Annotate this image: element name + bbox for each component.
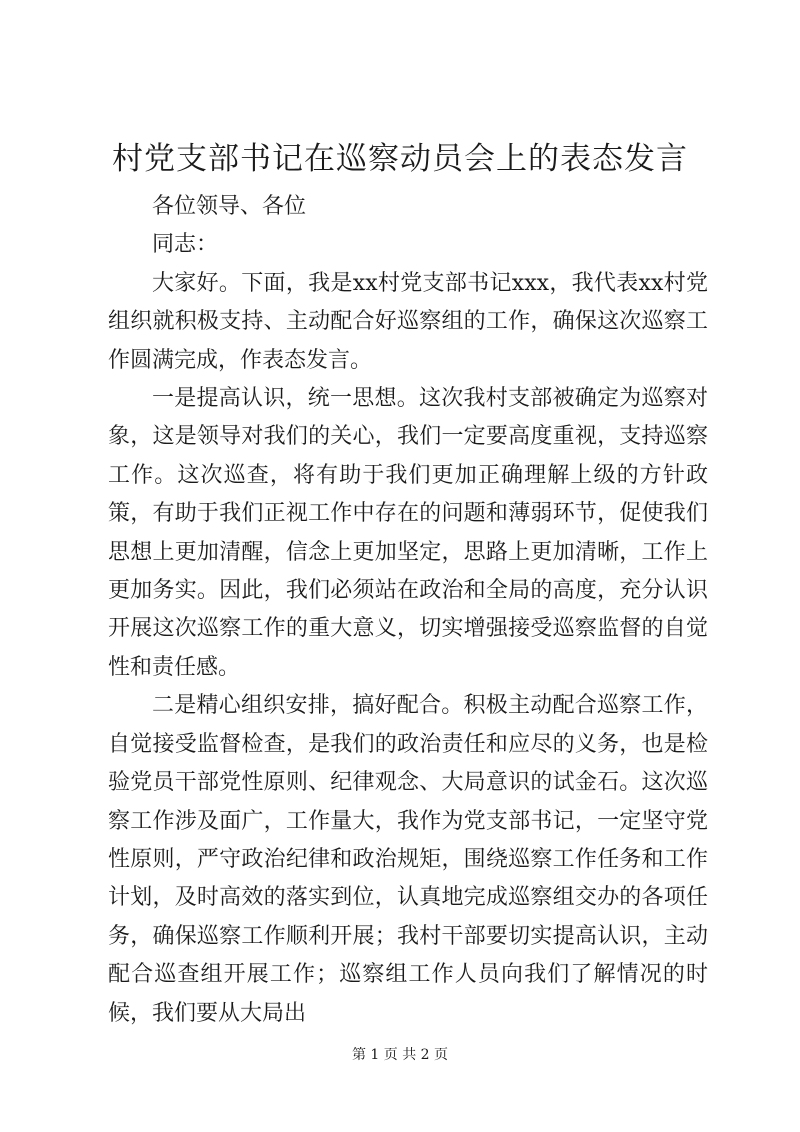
page-number-footer: 第 1 页 共 2 页: [351, 1047, 449, 1063]
document-title: 村党支部书记在巡察动员会上的表态发言: [112, 141, 688, 177]
paragraph-point-one: 一是提高认识，统一思想。这次我村支部被确定为巡察对象，这是领导对我们的关心，我们一定要高度重视，支持巡察工作。这次巡查，将有助于我们更加正确理解上级的方针政策，有助于我们正视工作中存在的问题和薄弱环节，促使我们思想上更加清醒，信念上更加坚定，思路上更加清晰，工作上更加务实。因此，我们必须站在政治和全局的高度，充分认识开展这次巡察工作的重大意义，切实增强接受巡察监督的自觉性和责任感。: [108, 386, 708, 680]
paragraph-point-two: 二是精心组织安排，搞好配合。积极主动配合巡察工作，自觉接受监督检查，是我们的政治责任和应尽的义务，也是检验党员干部党性原则、纪律观念、大局意识的试金石。这次巡察工作涉及面广，工作量大，我作为党支部书记，一定坚守党性原则，严守政治纪律和政治规矩，围绕巡察工作任务和工作计划，及时高效的落实到位，认真地完成巡察组交办的各项任务，确保巡察工作顺利开展；我村干部要切实提高认识，主动配合巡查组开展工作；巡察组工作人员向我们了解情况的时候，我们要从大局出: [108, 693, 708, 1026]
salutation-line-2: 同志：: [152, 232, 219, 258]
paragraph-greeting: 大家好。下面，我是xx村党支部书记xxx，我代表xx村党组织就积极支持、主动配合好巡察组的工作，确保这次巡察工作圆满完成，作表态发言。: [108, 270, 708, 373]
salutation-line-1: 各位领导、各位: [152, 194, 307, 219]
document-body: [108, 188, 708, 1033]
